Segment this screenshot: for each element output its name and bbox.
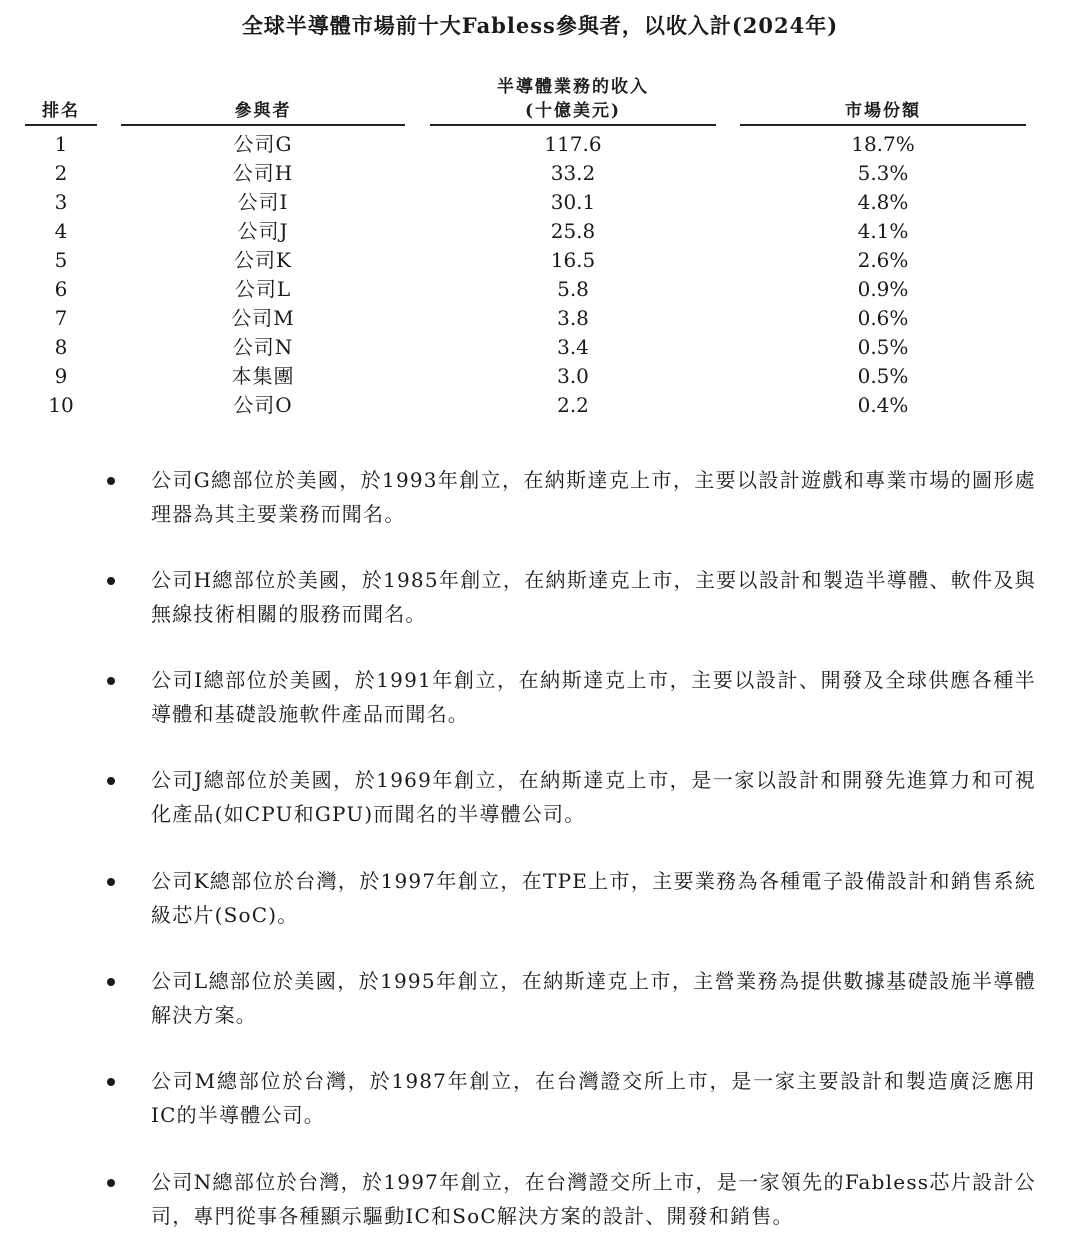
header-participant: 參與者 xyxy=(234,101,292,121)
company-note: 公司I總部位於美國，於1991年創立，在納斯達克上市，主要以設計、開發及全球供應各種半導體和基礎設施軟件產品而聞名。 xyxy=(151,668,1036,726)
participant-cell: 公司K xyxy=(234,248,292,272)
participant-cell: 本集團 xyxy=(231,364,295,388)
bullet-icon xyxy=(107,978,115,986)
revenue-cell: 30.1 xyxy=(550,190,596,214)
table-row xyxy=(0,217,1080,246)
revenue-cell: 117.6 xyxy=(544,132,602,156)
participant-cell: 公司G xyxy=(233,132,293,156)
rank-cell: 3 xyxy=(54,190,68,214)
table-row xyxy=(0,391,1080,420)
share-cell: 0.5% xyxy=(857,364,909,388)
participant-cell: 公司H xyxy=(232,161,294,185)
header-rule-rank xyxy=(25,124,97,126)
share-cell: 0.5% xyxy=(857,335,909,359)
rank-cell: 8 xyxy=(54,335,68,359)
share-cell: 0.4% xyxy=(857,393,909,417)
rank-cell: 4 xyxy=(54,219,68,243)
table-row xyxy=(0,188,1080,217)
page-title: 全球半導體市場前十大Fabless參與者，以收入計(2024年) xyxy=(241,13,839,38)
participant-cell: 公司N xyxy=(232,335,294,359)
header-rule-participant xyxy=(121,124,405,126)
revenue-cell: 2.2 xyxy=(557,393,589,417)
revenue-cell: 16.5 xyxy=(550,248,596,272)
header-revenue-line1: 半導體業務的收入 xyxy=(497,77,649,97)
share-cell: 0.9% xyxy=(857,277,909,301)
share-cell: 18.7% xyxy=(851,132,915,156)
revenue-cell: 33.2 xyxy=(550,161,596,185)
table-row xyxy=(0,159,1080,188)
rank-cell: 2 xyxy=(54,161,68,185)
share-cell: 4.8% xyxy=(857,190,909,214)
participant-cell: 公司O xyxy=(233,393,293,417)
header-rule-revenue xyxy=(430,124,716,126)
company-note: 公司K總部位於台灣，於1997年創立，在TPE上市，主要業務為各種電子設備設計和銷售系統級芯片(SoC)。 xyxy=(151,869,1036,927)
company-note: 公司N總部位於台灣，於1997年創立，在台灣證交所上市，是一家領先的Fabless芯片設計公司，專門從事各種顯示驅動IC和SoC解決方案的設計、開發和銷售。 xyxy=(151,1170,1036,1228)
rank-cell: 5 xyxy=(54,248,68,272)
participant-cell: 公司L xyxy=(234,277,292,301)
table-row xyxy=(0,304,1080,333)
rank-cell: 6 xyxy=(54,277,68,301)
bullet-icon xyxy=(107,477,115,485)
table-row xyxy=(0,246,1080,275)
revenue-cell: 5.8 xyxy=(557,277,589,301)
rank-cell: 10 xyxy=(48,393,74,417)
revenue-cell: 3.0 xyxy=(557,364,589,388)
participant-cell: 公司J xyxy=(237,219,289,243)
bullet-icon xyxy=(107,1179,115,1187)
table-row xyxy=(0,333,1080,362)
table-row xyxy=(0,362,1080,391)
rank-cell: 1 xyxy=(54,132,68,156)
company-note: 公司G總部位於美國，於1993年創立，在納斯達克上市，主要以設計遊戲和專業市場的圖形處理器為其主要業務而聞名。 xyxy=(151,468,1036,526)
bullet-icon xyxy=(107,677,115,685)
table-row xyxy=(0,130,1080,159)
share-cell: 2.6% xyxy=(857,248,909,272)
participant-cell: 公司M xyxy=(231,306,295,330)
rank-cell: 9 xyxy=(54,364,68,388)
share-cell: 0.6% xyxy=(857,306,909,330)
company-note: 公司J總部位於美國，於1969年創立，在納斯達克上市，是一家以設計和開發先進算力和可視化產品(如CPU和GPU)而聞名的半導體公司。 xyxy=(151,768,1036,826)
rank-cell: 7 xyxy=(54,306,68,330)
header-share: 市場份額 xyxy=(845,101,921,121)
bullet-icon xyxy=(107,1078,115,1086)
share-cell: 4.1% xyxy=(857,219,909,243)
revenue-cell: 3.4 xyxy=(557,335,589,359)
revenue-cell: 3.8 xyxy=(557,306,589,330)
header-revenue-line2: (十億美元) xyxy=(524,101,622,121)
company-note: 公司H總部位於美國，於1985年創立，在納斯達克上市，主要以設計和製造半導體、軟件及與無線技術相關的服務而聞名。 xyxy=(151,568,1036,626)
company-note: 公司L總部位於美國，於1995年創立，在納斯達克上市，主營業務為提供數據基礎設施半導體解決方案。 xyxy=(151,969,1036,1027)
bullet-icon xyxy=(107,777,115,785)
header-rank: 排名 xyxy=(42,101,80,121)
header-rule-share xyxy=(740,124,1026,126)
bullet-icon xyxy=(107,577,115,585)
revenue-cell: 25.8 xyxy=(550,219,596,243)
company-note: 公司M總部位於台灣，於1987年創立，在台灣證交所上市，是一家主要設計和製造廣泛應用IC的半導體公司。 xyxy=(151,1069,1036,1127)
share-cell: 5.3% xyxy=(857,161,909,185)
bullet-icon xyxy=(107,878,115,886)
table-row xyxy=(0,275,1080,304)
participant-cell: 公司I xyxy=(237,190,289,214)
